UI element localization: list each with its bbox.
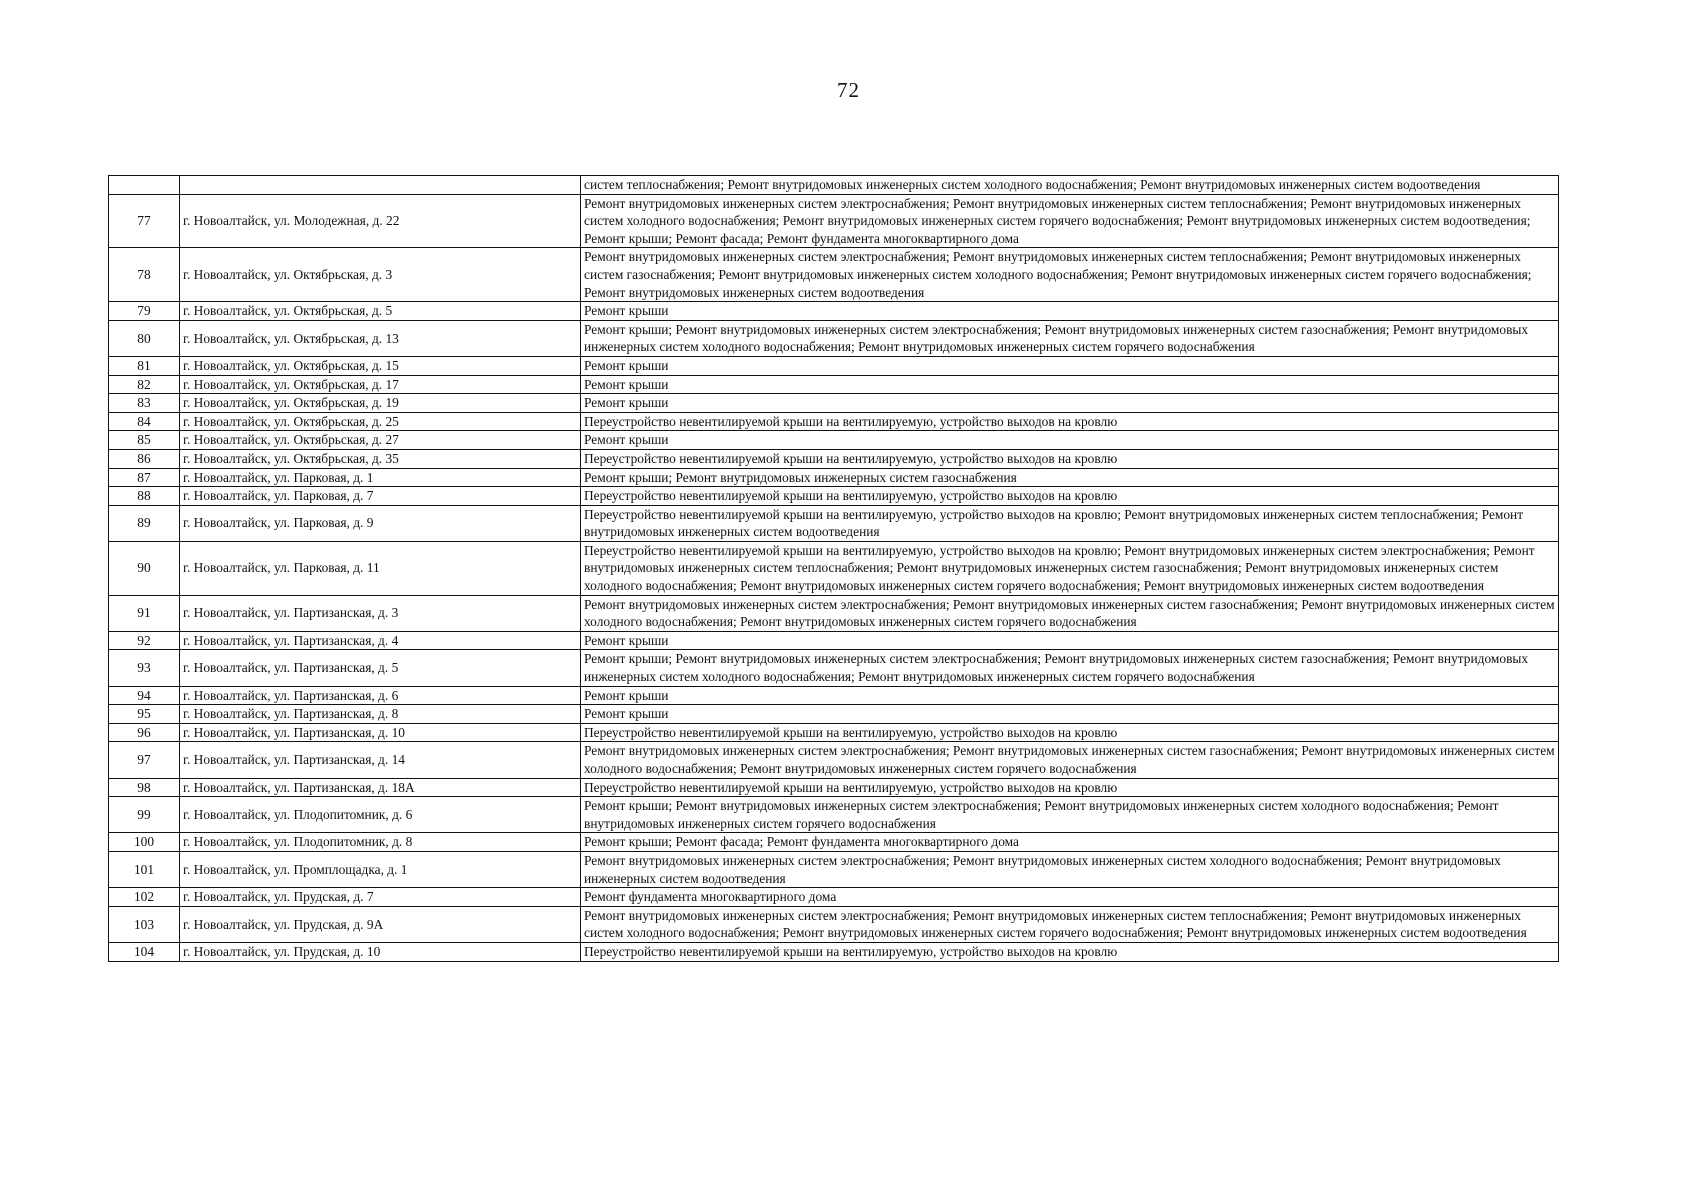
address-cell: г. Новоалтайск, ул. Октябрьская, д. 27 [180, 431, 581, 450]
address-cell: г. Новоалтайск, ул. Прудская, д. 9А [180, 906, 581, 942]
row-number-cell: 85 [109, 431, 180, 450]
row-number-cell: 89 [109, 505, 180, 541]
works-cell: Ремонт крыши [581, 686, 1559, 705]
table-row [109, 194, 1559, 248]
address-cell: г. Новоалтайск, ул. Парковая, д. 7 [180, 487, 581, 506]
works-cell: Ремонт крыши; Ремонт внутридомовых инженерных систем электроснабжения; Ремонт внутридомовых инженерных систем газоснабжения; Ремонт внутридомовых инженерных систем холодного водоснабжения; Ремонт внутридомовых инженерных систем горячего водоснабжения [581, 320, 1559, 356]
address-cell [180, 176, 581, 195]
row-number-cell: 95 [109, 705, 180, 724]
table-row [109, 833, 1559, 852]
table-row [109, 505, 1559, 541]
works-cell: Переустройство невентилируемой крыши на вентилируемую, устройство выходов на кровлю; Ремонт внутридомовых инженерных систем теплоснабжения; Ремонт внутридомовых инженерных систем водоотведения [581, 505, 1559, 541]
table-body [109, 176, 1559, 962]
table-row [109, 797, 1559, 833]
row-number-cell: 83 [109, 394, 180, 413]
works-cell: Переустройство невентилируемой крыши на вентилируемую, устройство выходов на кровлю [581, 449, 1559, 468]
address-cell: г. Новоалтайск, ул. Октябрьская, д. 17 [180, 375, 581, 394]
address-cell: г. Новоалтайск, ул. Октябрьская, д. 35 [180, 449, 581, 468]
table-row [109, 375, 1559, 394]
address-cell: г. Новоалтайск, ул. Промплощадка, д. 1 [180, 851, 581, 887]
table-row [109, 394, 1559, 413]
row-number-cell: 82 [109, 375, 180, 394]
address-cell: г. Новоалтайск, ул. Партизанская, д. 6 [180, 686, 581, 705]
table-row [109, 705, 1559, 724]
address-cell: г. Новоалтайск, ул. Партизанская, д. 8 [180, 705, 581, 724]
address-cell: г. Новоалтайск, ул. Октябрьская, д. 3 [180, 248, 581, 302]
row-number-cell: 103 [109, 906, 180, 942]
works-cell: Ремонт крыши [581, 356, 1559, 375]
address-cell: г. Новоалтайск, ул. Партизанская, д. 4 [180, 631, 581, 650]
address-cell: г. Новоалтайск, ул. Партизанская, д. 18А [180, 778, 581, 797]
row-number-cell: 100 [109, 833, 180, 852]
table-row [109, 650, 1559, 686]
works-cell: Ремонт внутридомовых инженерных систем электроснабжения; Ремонт внутридомовых инженерных систем теплоснабжения; Ремонт внутридомовых инженерных систем газоснабжения; Ремонт внутридомовых инженерных систем холодного водоснабжения; Ремонт внутридомовых инженерных систем горячего водоснабжения; Ремонт внутридомовых инженерных систем водоотведения [581, 248, 1559, 302]
table-row [109, 320, 1559, 356]
table-row [109, 248, 1559, 302]
address-cell: г. Новоалтайск, ул. Партизанская, д. 10 [180, 723, 581, 742]
table-row [109, 431, 1559, 450]
row-number-cell [109, 176, 180, 195]
table-row [109, 176, 1559, 195]
address-cell: г. Новоалтайск, ул. Октябрьская, д. 15 [180, 356, 581, 375]
row-number-cell: 91 [109, 595, 180, 631]
row-number-cell: 101 [109, 851, 180, 887]
address-cell: г. Новоалтайск, ул. Парковая, д. 1 [180, 468, 581, 487]
works-cell: Переустройство невентилируемой крыши на вентилируемую, устройство выходов на кровлю [581, 487, 1559, 506]
table-row [109, 778, 1559, 797]
address-cell: г. Новоалтайск, ул. Октябрьская, д. 25 [180, 412, 581, 431]
row-number-cell: 77 [109, 194, 180, 248]
works-cell: Ремонт крыши; Ремонт внутридомовых инженерных систем электроснабжения; Ремонт внутридомовых инженерных систем холодного водоснабжения; Ремонт внутридомовых инженерных систем горячего водоснабжения [581, 797, 1559, 833]
works-cell: Переустройство невентилируемой крыши на вентилируемую, устройство выходов на кровлю; Ремонт внутридомовых инженерных систем электроснабжения; Ремонт внутридомовых инженерных систем теплоснабжения; Ремонт внутридомовых инженерных систем газоснабжения; Ремонт внутридомовых инженерных систем холодного водоснабжения; Ремонт внутридомовых инженерных систем горячего водоснабжения; Ремонт внутридомовых инженерных систем водоотведения [581, 541, 1559, 595]
table-row [109, 942, 1559, 961]
repair-works-table [108, 175, 1559, 962]
row-number-cell: 86 [109, 449, 180, 468]
row-number-cell: 92 [109, 631, 180, 650]
row-number-cell: 104 [109, 942, 180, 961]
table-row [109, 468, 1559, 487]
table-row [109, 686, 1559, 705]
row-number-cell: 88 [109, 487, 180, 506]
works-cell: Ремонт крыши; Ремонт фасада; Ремонт фундамента многоквартирного дома [581, 833, 1559, 852]
table-row [109, 356, 1559, 375]
table-row [109, 302, 1559, 321]
address-cell: г. Новоалтайск, ул. Октябрьская, д. 19 [180, 394, 581, 413]
works-cell: Ремонт фундамента многоквартирного дома [581, 888, 1559, 907]
row-number-cell: 96 [109, 723, 180, 742]
row-number-cell: 81 [109, 356, 180, 375]
works-cell: Ремонт внутридомовых инженерных систем электроснабжения; Ремонт внутридомовых инженерных систем газоснабжения; Ремонт внутридомовых инженерных систем холодного водоснабжения; Ремонт внутридомовых инженерных систем горячего водоснабжения [581, 595, 1559, 631]
table-row [109, 888, 1559, 907]
works-cell: Ремонт внутридомовых инженерных систем электроснабжения; Ремонт внутридомовых инженерных систем холодного водоснабжения; Ремонт внутридомовых инженерных систем водоотведения [581, 851, 1559, 887]
works-cell: Ремонт крыши [581, 302, 1559, 321]
row-number-cell: 79 [109, 302, 180, 321]
works-cell: Ремонт крыши [581, 394, 1559, 413]
works-cell: систем теплоснабжения; Ремонт внутридомовых инженерных систем холодного водоснабжения; Ремонт внутридомовых инженерных систем водоотведения [581, 176, 1559, 195]
address-cell: г. Новоалтайск, ул. Партизанская, д. 14 [180, 742, 581, 778]
address-cell: г. Новоалтайск, ул. Партизанская, д. 3 [180, 595, 581, 631]
row-number-cell: 98 [109, 778, 180, 797]
works-cell: Переустройство невентилируемой крыши на вентилируемую, устройство выходов на кровлю [581, 942, 1559, 961]
table-row [109, 723, 1559, 742]
table-row [109, 906, 1559, 942]
works-cell: Ремонт внутридомовых инженерных систем электроснабжения; Ремонт внутридомовых инженерных систем газоснабжения; Ремонт внутридомовых инженерных систем холодного водоснабжения; Ремонт внутридомовых инженерных систем горячего водоснабжения [581, 742, 1559, 778]
table-row [109, 449, 1559, 468]
address-cell: г. Новоалтайск, ул. Прудская, д. 10 [180, 942, 581, 961]
works-cell: Ремонт крыши [581, 431, 1559, 450]
row-number-cell: 87 [109, 468, 180, 487]
works-cell: Ремонт крыши [581, 375, 1559, 394]
row-number-cell: 93 [109, 650, 180, 686]
address-cell: г. Новоалтайск, ул. Молодежная, д. 22 [180, 194, 581, 248]
address-cell: г. Новоалтайск, ул. Парковая, д. 11 [180, 541, 581, 595]
row-number-cell: 78 [109, 248, 180, 302]
table-row [109, 595, 1559, 631]
address-cell: г. Новоалтайск, ул. Октябрьская, д. 5 [180, 302, 581, 321]
address-cell: г. Новоалтайск, ул. Плодопитомник, д. 8 [180, 833, 581, 852]
table-row [109, 631, 1559, 650]
address-cell: г. Новоалтайск, ул. Октябрьская, д. 13 [180, 320, 581, 356]
works-cell: Переустройство невентилируемой крыши на вентилируемую, устройство выходов на кровлю [581, 412, 1559, 431]
table-row [109, 742, 1559, 778]
row-number-cell: 84 [109, 412, 180, 431]
works-cell: Ремонт крыши [581, 631, 1559, 650]
works-cell: Переустройство невентилируемой крыши на вентилируемую, устройство выходов на кровлю [581, 778, 1559, 797]
works-cell: Переустройство невентилируемой крыши на вентилируемую, устройство выходов на кровлю [581, 723, 1559, 742]
works-cell: Ремонт внутридомовых инженерных систем электроснабжения; Ремонт внутридомовых инженерных систем теплоснабжения; Ремонт внутридомовых инженерных систем холодного водоснабжения; Ремонт внутридомовых инженерных систем горячего водоснабжения; Ремонт внутридомовых инженерных систем водоотведения; Ремонт крыши; Ремонт фасада; Ремонт фундамента многоквартирного дома [581, 194, 1559, 248]
works-cell: Ремонт крыши [581, 705, 1559, 724]
page-number: 72 [837, 78, 860, 102]
address-cell: г. Новоалтайск, ул. Парковая, д. 9 [180, 505, 581, 541]
row-number-cell: 97 [109, 742, 180, 778]
works-cell: Ремонт крыши; Ремонт внутридомовых инженерных систем электроснабжения; Ремонт внутридомовых инженерных систем газоснабжения; Ремонт внутридомовых инженерных систем холодного водоснабжения; Ремонт внутридомовых инженерных систем горячего водоснабжения [581, 650, 1559, 686]
address-cell: г. Новоалтайск, ул. Плодопитомник, д. 6 [180, 797, 581, 833]
row-number-cell: 99 [109, 797, 180, 833]
table-row [109, 541, 1559, 595]
table-row [109, 412, 1559, 431]
table-row [109, 851, 1559, 887]
row-number-cell: 90 [109, 541, 180, 595]
works-cell: Ремонт внутридомовых инженерных систем электроснабжения; Ремонт внутридомовых инженерных систем теплоснабжения; Ремонт внутридомовых инженерных систем холодного водоснабжения; Ремонт внутридомовых инженерных систем горячего водоснабжения; Ремонт внутридомовых инженерных систем водоотведения [581, 906, 1559, 942]
works-cell: Ремонт крыши; Ремонт внутридомовых инженерных систем газоснабжения [581, 468, 1559, 487]
table-row [109, 487, 1559, 506]
address-cell: г. Новоалтайск, ул. Партизанская, д. 5 [180, 650, 581, 686]
row-number-cell: 94 [109, 686, 180, 705]
row-number-cell: 102 [109, 888, 180, 907]
row-number-cell: 80 [109, 320, 180, 356]
address-cell: г. Новоалтайск, ул. Прудская, д. 7 [180, 888, 581, 907]
